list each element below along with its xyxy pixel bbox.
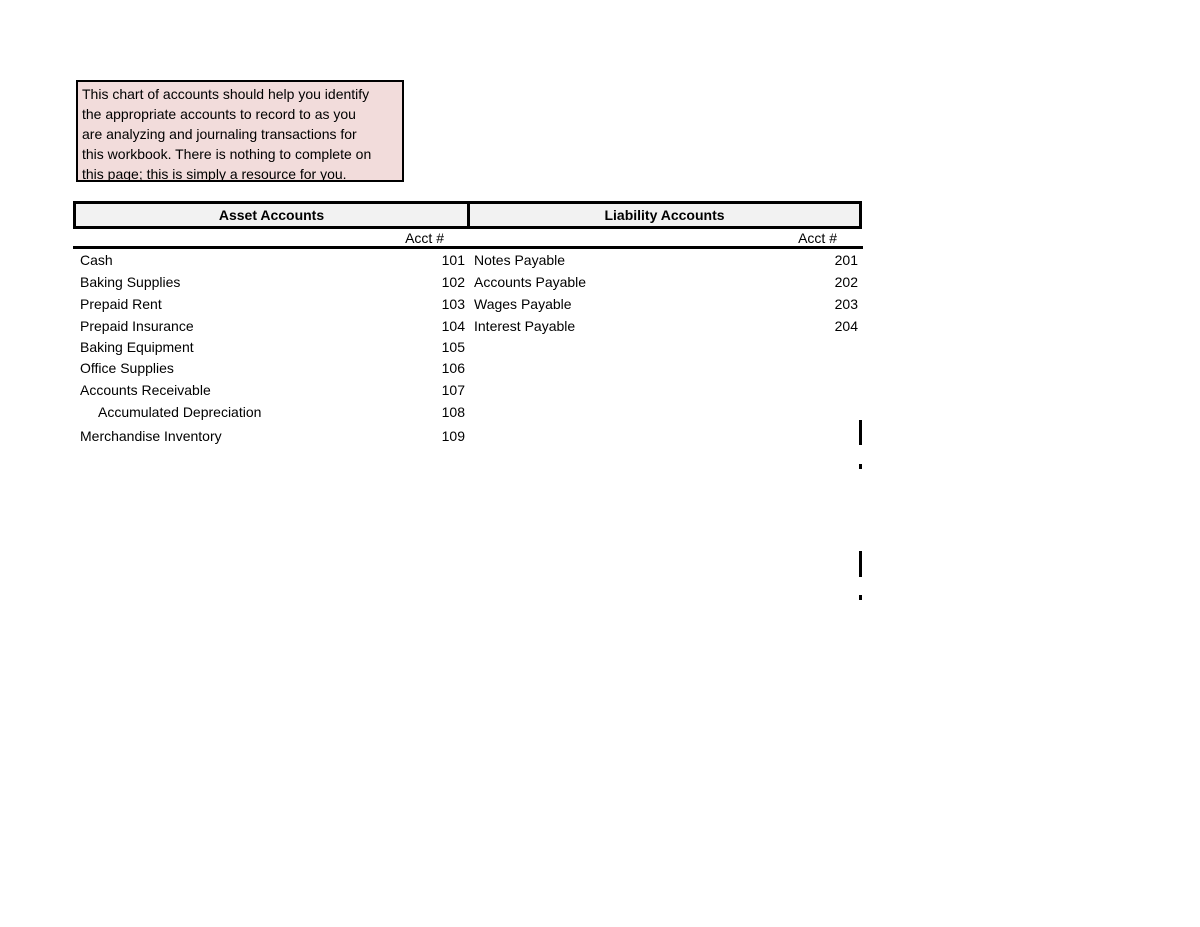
account-number: 107 [441, 382, 465, 398]
account-number: 204 [834, 318, 858, 334]
account-number: 108 [441, 404, 465, 420]
account-name: Baking Supplies [80, 274, 181, 290]
note-line: the appropriate accounts to record to as you [82, 106, 356, 122]
account-name: Notes Payable [474, 252, 566, 268]
account-name: Accumulated Depreciation [98, 404, 262, 420]
note-line: this page; this is simply a resource for you. [82, 166, 347, 182]
account-number: 202 [834, 274, 858, 290]
account-number: 106 [441, 360, 465, 376]
liability-acct-number-label: Acct # [798, 230, 837, 246]
account-name: Prepaid Insurance [80, 318, 194, 334]
account-number: 103 [441, 296, 465, 312]
account-number: 109 [441, 428, 465, 444]
border-fragment [859, 595, 862, 600]
account-number: 203 [834, 296, 858, 312]
account-number: 105 [441, 339, 465, 355]
note-line: are analyzing and journaling transactions for [82, 126, 357, 142]
account-name: Prepaid Rent [80, 296, 162, 312]
account-name: Interest Payable [474, 318, 576, 334]
account-number: 102 [441, 274, 465, 290]
account-name: Accounts Receivable [80, 382, 211, 398]
account-name: Office Supplies [80, 360, 174, 376]
border-fragment [859, 464, 862, 469]
account-name: Merchandise Inventory [80, 428, 222, 444]
instruction-note [76, 80, 404, 182]
asset-acct-number-label: Acct # [405, 230, 444, 246]
asset-header-rule [73, 246, 468, 249]
note-line: This chart of accounts should help you identify [82, 86, 370, 102]
account-name: Wages Payable [474, 296, 572, 312]
account-number: 101 [441, 252, 465, 268]
account-name: Cash [80, 252, 113, 268]
account-name: Accounts Payable [474, 274, 587, 290]
asset-accounts-header: Asset Accounts [73, 201, 470, 229]
account-number: 104 [441, 318, 465, 334]
border-fragment [859, 551, 862, 577]
liability-accounts-header: Liability Accounts [467, 201, 862, 229]
account-name: Baking Equipment [80, 339, 194, 355]
border-fragment [859, 420, 862, 445]
note-line: this workbook. There is nothing to complete on [82, 146, 372, 162]
liability-header-rule [468, 246, 863, 249]
account-number: 201 [834, 252, 858, 268]
